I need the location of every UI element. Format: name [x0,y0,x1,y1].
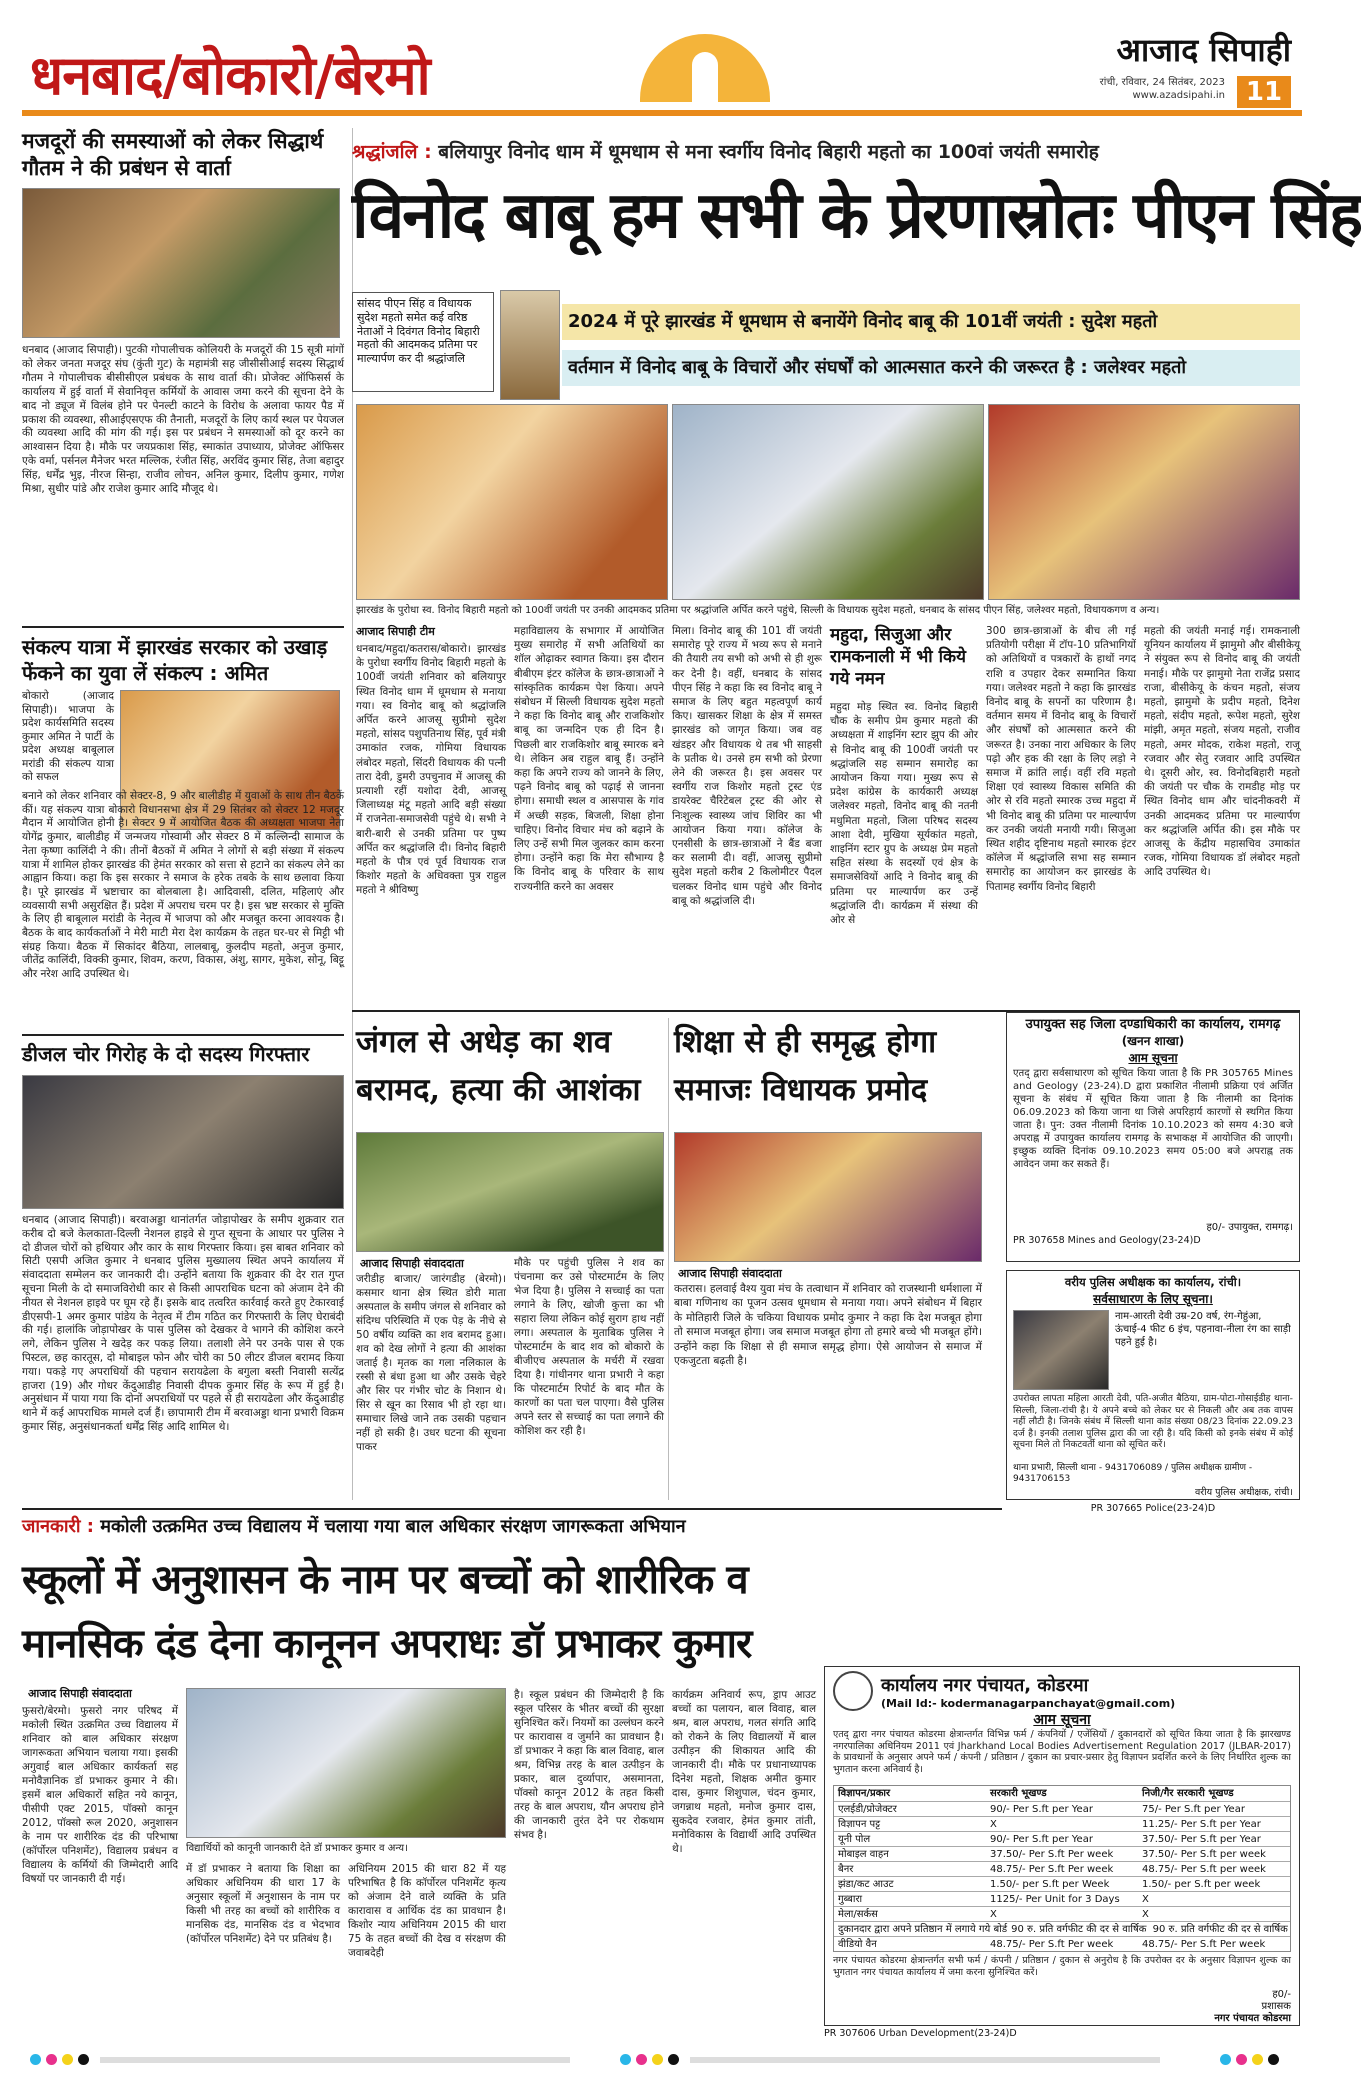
fee-col-govt: सरकारी भूखण्ड [990,1788,1047,1799]
notice-koderma-title: कार्यालय नगर पंचायत, कोडरमा [881,1674,1089,1696]
statue-photo [500,290,560,400]
notice-police-heading: सर्वसाधारण के लिए सूचना। [1093,1292,1213,1306]
lead-col4: महुदा मोड़ स्थित स्व. विनोद बिहारी चौक के समीप प्रेम कुमार महतो की अध्यक्षता में शाइनिंग स्टार झुप की ओर से विनोद बाबू की 100वीं जयंती पर श्रद्धांजलि सह सम्मान समारोह का आयोजन किया गया। मुख्य रूप से प्रदेश कांग्रेस के कार्यकारी अध्यक्ष जलेश्वर महतो, विनोद बाबू की नतनी मधुमिता महतो, जिला परिषद सदस्य आशा देवी, मुखिया सूर्यकांत महतो, शाइनिंग स्टार ग्रुप के अध्यक्ष प्रेम महतो सहित संस्था के सदस्यों एवं क्षेत्र के समाजसेवियों आदि ने विनोद बाबू की प्रतिमा पर माल्यार्पण कर उन्हें श्रद्धांजलि दी। कार्यक्रम में संस्था की ओर से [830,701,978,927]
story2-body: बनाने को लेकर शनिवार को सेक्टर-8, 9 और बालीडीह में युवाओं के साथ तीन बैठकें कीं। यह संकल्प यात्रा बोकारो विधानसभा क्षेत्र में 29 सितंबर को सेक्टर 12 मजदूर मैदान में आयोजित होनी है। सेक्टर 9 में आयोजित बैठक की अध्यक्षता भाजपा नेता योगेंद्र कुमार, बालीडीह में जन्मजय गोस्वामी और सेक्टर 8 में कल्लिन्दी सामाज के नेता कृष्णा कालिंदी ने की। तीनों बैठकों में अमित ने लोगों से बड़ी संख्या में संकल्प यात्रा में शामिल होकर झारखंड की हेमंत सरकार को सत्ता से हटाने का संकल्प लेने का आह्वान किया। कहा कि इस सरकार ने समाज के हरेक तबके के साथ छलावा किया है। पूरे झारखंड में भ्रष्टाचार का बोलबाला है। आदिवासी, दलित, महिलाएं और व्यवसायी सभी असुरक्षित हैं। प्रदेश में अपराध चरम पर है। इस भ्रष्ट सरकार से मुक्ति के लिए ही बाबूलाल मरांडी के नेतृत्व में भाजपा को और मजबूत करना आवश्यक है। बैठक के बाद कार्यकर्ताओं ने मेरी माटी मेरा देश कार्यक्रम के तहत घर-घर से मिट्टी भी संग्रह किया। बैठक में सिकांदर बैठिया, लालबाबू, कुलदीप महतो, अनुज कुमार, जीतेंद्र कालिंदी, विक्की कुमार, शिवम, करण, विकास, अंशु, सागर, मुकेश, सोनू, बिट्टू और नरेश आदि उपस्थित थे। [22,790,344,981]
story-b-photo [674,1132,982,1262]
fee-table [833,1785,1291,1952]
fee-col-private: निजी/गैर सरकारी भूखण्ड [1142,1788,1234,1799]
story-a-col1: जरीडीह बाजार/ जारंगडीह (बेरमो)। कसमार थाना क्षेत्र स्थित डोरी माता अस्पताल के समीप जंगल से शनिवार को संदिग्ध परिस्थिति में एक पेड़ के नीचे से 50 वर्षीय व्यक्ति का शव बरामद हुआ। शव को देख लोगों ने हत्या की आशंका जताई है। मृतक का गला नलिकाल के रस्सी से बंधा हुआ था और उसके चेहरे और सिर पर गंभीर चोट के निशान थे। सिर से खून का रिसाव भी हो रहा था। समाचार लिखे जाने तक उसकी पहचान नहीं हो सकी है। उधर घटना की सूचना पाकर [356,1273,506,1453]
notice-koderma-mail: (Mail Id:- kodermanagarpanchayat@gmail.com) [881,1696,1176,1710]
column-rule [668,1018,669,1500]
notice-mines-sign: ह0/- उपायुक्त, रामगढ़। [1206,1222,1293,1233]
story3-body: धनबाद (आजाद सिपाही)। बरवाअड्डा थानांतर्गत जोड़ापोखर के समीप शुक्रवार रात करीब दो बजे केलकाता-दिल्ली नेशनल हाइवे से गुप्त सूचना के आधार पर पुलिस ने दो डीजल चोरों को हथियार और कार के साथ गिरफ्तार किया। इस बाबत शनिवार को सिटी एसपी अजित कुमार ने धनबाद पुलिस मुख्यालय स्थित अपने कार्यालय में संवाददाता सम्मेलन कर जानकारी दी। उन्होंने बताया कि शुक्रवार की देर रात गुप्त सूचना मिली के दो समाजविरोधी कार से किसी आपराधिक घटना को अंजाम देने की नीयत से नेशनल हाइवे पर घूम रहे हैं। इसके बाद तत्वरित कार्रवाई करते हुए टेकारवाई डीएसपी-1 अमर कुमार पांडेय के नेतृत्व में टीम गठित कर गिरफ्तारी के लिए घेराबंदी की गई। हालांकि जोड़ापोखर के पास पुलिस को देखकर वे भागने की कोशिश करने लगे, लेकिन पुलिस ने खदेड़ कर पकड़ लिया। तलाशी लेने पर उनके पास से एक पिस्टल, छह कारतूस, दो मोबाइल फोन और चोरी का 50 लीटर डीजल बरामद किया गया। पकड़े गए अपराधियों की पहचान सरायढेला के बगुला बस्ती निवासी सत्येंद्र हाजरा (19) और गोधर केंदुआडीह निवासी दीपक कुमार सिंह के रूप में हुई है। अनुसंधान में पाया गया कि दोनों अपराधियों पर पहले से ही सरायढेला और केंदुआडीह थाने में कई आपराधिक मामले दर्ज हैं। छापामारी टीम में बरवाअड्डा थाना प्रभारी विक्रम कुमार सिंह, अनुसंधानकर्ता धर्मेंद्र सिंह आदि शामिल थे। [22,1214,344,1433]
footer-bar [690,2057,1160,2063]
notice-koderma-sign [833,1989,1291,2025]
lead-byline: आजाद सिपाही टीम [356,625,435,638]
notice-koderma-body: एतद् द्वारा नगर पंचायत कोडरमा क्षेत्रान्तर्गत विभिन्न फर्म / कंपनियों / एजेंसियों / दुकानदारों को सूचित किया जाता है कि झारखण्ड नगरपालिका अधिनियम 2011 एवं Jharkhand Local Bodies Advertisement Regulation 2017 (JLBAR-2017) के प्रावधानों के अनुसार अपने फर्म / कंपनी / प्रतिष्ठान / दुकान का प्रचार-प्रसार हेतु विज्ञापन प्रदर्शित करने के लिए निर्धारित शुल्क का भुगतान करना अनिवार्य है। [833,1729,1291,1776]
bottom-col3: अधिनियम 2015 की धारा 82 में यह परिभाषित है कि कॉर्पोरल पनिशमेंट कृत्य को अंजाम देने वाले व्यक्ति के प्रति कारावास व आर्थिक दंड का प्रावधान है। किशोर न्याय अधिनियम 2015 की धारा 75 के तहत बच्चों की देख व संरक्षण की जवाबदेही [348,1863,506,1959]
notice-mines-title: उपायुक्त सह जिला दण्डाधिकारी का कार्यालय, रामगढ़ [1025,1017,1281,1032]
lead-photo-note: सांसद पीएन सिंह व विधायक सुदेश महतो समेत कई वरिष्ठ नेताओं ने दिवंगत विनोद बिहारी महतो की आदमकद प्रतिमा पर माल्यार्पण कर दी श्रद्धांजलि [352,292,494,392]
lead-col3: मिला। विनोद बाबू की 101 वीं जयंती समारोह पूरे राज्य में भव्य रूप से मनाने की तैयारी तय सभी को अभी से ही शुरू कर देनी है। वहीं, धनबाद के सांसद पीएन सिंह ने कहा कि स्व विनोद बाबू ने समाज के लिए बहुत महत्वपूर्ण कार्य किए। खासकर शिक्षा के क्षेत्र में समस्त झारखंड को जागृत किया। जब वह खंडहर और विधायक थे तब भी साहसी के प्रतीक थे। उनसे हम सभी को प्रेरणा लेने की जरूरत है। इस अवसर पर स्वर्गीय राज किशोर महतो ट्रस्ट एंड डायरेक्ट चैरिटेबल ट्रस्ट की ओर से निःशुल्क स्वास्थ्य जांच शिविर का भी आयोजन किया गया। कॉलेज के एनसीसी के छात्र-छात्राओं ने बैंड बजा कर सलामी दी। वहीं, आजसू सुप्रीमो सुदेश महतो करीब 2 किलोमीटर पैदल चलकर विनोद धाम पहुंचे और विनोद बाबू को श्रद्धांजलि दी। [672,625,822,907]
bottom-col4: है। स्कूल प्रबंधन की जिम्मेदारी है कि स्कूल परिसर के भीतर बच्चों की सुरक्षा सुनिश्चित करें। नियमों का उल्लंघन करने पर कारावास व जुर्माने का प्रावधान है। डॉ प्रभाकर ने कहा कि बाल विवाह, बाल श्रम, विभिन्न तरह के बाल उत्पीड़न के प्रकार, बाल दुर्व्यापार, असमानता, पॉक्सो कानून 2012 के तहत किसी तरह के बाल अपराध, यौन अपराध होने की जानकारी तुरंत देने पर रोकथाम संभव है। [514,1689,664,1841]
lead-col5: 300 छात्र-छात्राओं के बीच ली गई प्रतियोगी परीक्षा में टॉप-10 प्रतिभागियों को अतिथियों व पत्रकारों के हाथों नगद राशि व उपहार देकर सम्मानित किया गया। जलेश्वर महतो ने कहा कि झारखंड विनोद बाबू के सपनों का परिणाम है। वर्तमान समय में विनोद बाबू के विचारों और संघर्षों को आत्मसात करने की जरूरत है। उनका नारा अधिकार के लिए पढ़ो और हक की रक्षा के लिए लड़ो ने समाज में क्रांति लाई। वहीं रवि महतो शिक्षा एवं स्वास्थ्य विकास समिति की ओर से रवि महतो स्मारक उच्च महुदा में भी विनोद बाबू की प्रतिमा पर माल्यार्पण कर उनकी जयंती मनायी गयी। सिजुआ स्थित शहीद दृष्टिनाथ महतो स्मारक इंटर कॉलेज में श्रद्धांजलि सभा सह सम्मान समारोह का आयोजन कर झारखंड के पितामह स्वर्गीय विनोद बिहारी [986,625,1136,893]
lead-col6: महतो की जयंती मनाई गई। रामकनाली यूनियन कार्यालय में झामुमो और बीसीकेयू ने संयुक्त रूप से विनोद बाबू की जयंती मनाई। मौके पर झामुमो नेता राजेंद्र प्रसाद राजा, बीसीकेयू के कंचन महतो, संजय महतो, झामुमो के प्रदीप महतो, दिनेश महतो, संदीप महतो, रूपेश महतो, सुरेश मांझी, अमृत महतो, संजय महतो, राजीव महतो, अमर मोदक, राकेश महतो, राजू रजवार और सेतु रजवार आदि उपस्थित थे। दूसरी ओर, स्व. विनोदबिहारी महतो की जयंती पर चौक के रामडीह मोड़ पर स्थित विनोद धाम और चांदनीकवरी में उनकी आदमकद प्रतिमा पर माल्यार्पण कर श्रद्धांजलि अर्पित की। इस मौके पर आजसू के केंद्रीय महासचिव उमाकांत रजक, गोमिया विधायक डॉ लंबोदर महतो आदि उपस्थित थे। [1144,625,1300,879]
bottom-kicker: जानकारी : [22,1516,94,1537]
fee-table-header [834,1786,1290,1801]
table-row: एलईडी/प्रोजेक्टर 90/- Per S.ft per Year 75/- Per S.ft per Year [834,1801,1290,1816]
table-row: बैनर 48.75/- Per S.ft Per week 48.75/- Per S.ft per week [834,1861,1290,1876]
story-a-headline: जंगल से अधेड़ का शव बरामद, हत्या की आशंका [356,1024,641,1108]
notice-police-sign: वरीय पुलिस अधीक्षक, रांची। [1194,1487,1293,1498]
bottom-kicker-text: मकोली उत्क्रमित उच्च विद्यालय में चलाया गया बाल अधिकार संरक्षण जागरूकता अभियान [100,1516,686,1537]
bottom-col5: कार्यक्रम अनिवार्य रूप, ड्राप आउट बच्चों का पलायन, बाल विवाह, बाल श्रम, बाल अपराध, गलत संगति आदि को रोकने के लिए विद्यालयों में बाल उत्पीड़न की शिकायत आदि की जानकारी दी। मौके पर प्रधानाध्यापक दिनेश महतो, शिक्षक अमीत कुमार दास, कुमार शिशुपाल, चंदन कुमार, जगन्नाथ महतो, मनोज कुमार दास, सुकदेव रजवार, हेमंत कुमार तांती, मनोविकास के विद्यार्थी आदि उपस्थित थे। [672,1689,816,1855]
lead-kicker-line [352,138,1300,166]
lead-sub1: 2024 में पूरे झारखंड में धूमधाम से बनायेंगे विनोद बाबू की 101वीं जयंती : सुदेश महतो [562,304,1300,340]
notice-police-body: उपरोक्त लापता महिला आरती देवी, पति-अजीत बैठिया, ग्राम-पोटा-गोसाईडीह थाना-सिल्ली, जिला-रांची है। ये अपने बच्चे को लेकर घर से निकली और अब तक वापस नहीं लौटी है। जिनके संबंध में सिल्ली थाना कांड संख्या 08/23 दिनांक 22.09.23 दर्ज है। इनकी तलाश पुलिस द्वारा की जा रही है। यदि किसी को इनके संबंध में कोई सूचना मिले तो निकटवर्ती थाना को सूचित करें। [1013,1393,1293,1451]
masthead-rule [22,110,1302,116]
lead-kicker-text: बलियापुर विनोद धाम में धूमधाम से मना स्वर्गीय विनोद बिहारी महतो का 100वां जयंती समारोह [438,141,1099,163]
bottom-photo [186,1688,506,1838]
notice-mines-heading: आम सूचना [1128,1051,1178,1065]
story3-headline: डीजल चोर गिरोह के दो सदस्य गिरफ्तार [22,1042,310,1066]
notice-mines-body: एतद् द्वारा सर्वसाधारण को सूचित किया जाता है कि PR 305765 Mines and Geology (23-24).D द्वारा प्रकाशित नीलामी प्रक्रिया एवं अर्जित सूचना के संबंध में सूचित किया जाता है कि नीलामी का दिनांक 06.09.2023 को किया जाना था जिसे अपरिहार्य कारणों से स्थगित किया जाता है। पुन: उक्त नीलामी दिनांक 10.10.2023 को समय 4:30 बजे अपराह्न में उपायुक्त कार्यालय रामगढ़ के सभाकक्ष में आयोजित की जाएगी। इच्छुक व्यक्ति दिनांक 09.10.2023 समय 05:00 बजे अपराह्न तक आवेदन जमा कर सकते हैं। [1013,1068,1293,1170]
divider [22,1508,1002,1510]
table-row: गुब्बारा 1125/- Per Unit for 3 Days X [834,1891,1290,1906]
notice-police-pr: PR 307665 Police(23-24)D [1090,1503,1216,1514]
bottom-photo-caption: विद्यार्थियों को कानूनी जानकारी देते डॉ प्रभाकर कुमार व अन्य। [186,1843,408,1854]
footer-bar [100,2057,570,2063]
sign-line-3: नगर पंचायत कोडरमा [1214,2013,1291,2024]
story-b-headline: शिक्षा से ही समृद्ध होगा समाजः विधायक प्रमोद [674,1024,937,1108]
bottom-kicker-line [22,1514,1002,1540]
story-b-byline: आजाद सिपाही संवाददाता [678,1267,782,1280]
lead-photo-1 [356,404,668,600]
notice-koderma [824,1666,1300,2026]
missing-person-photo [1013,1310,1109,1390]
lead-sub2: वर्तमान में विनोद बाबू के विचारों और संघर्षों को आत्मसात करने की जरूरत है : जलेश्वर महतो [562,350,1300,386]
lead-headline: विनोद बाबू हम सभी के प्रेरणास्रोतः पीएन सिंह [352,178,1361,253]
divider [22,626,344,628]
fee-col-type: विज्ञापन/प्रकार [838,1788,891,1799]
bottom-byline: आजाद सिपाही संवाददाता [28,1687,132,1700]
story1-headline: मजदूरों की समस्याओं को लेकर सिद्धार्थ गौतम ने की प्रबंधन से वार्ता [22,129,324,180]
color-registration-marks [1220,2054,1279,2065]
story2-headline: संकल्प यात्रा में झारखंड सरकार को उखाड़ फेंकने का युवा लें संकल्प : अमित [22,635,328,685]
notice-mines [1006,1012,1300,1262]
emblem-icon [833,1671,873,1711]
notice-mines-pr: PR 307658 Mines and Geology(23-24)D [1013,1235,1201,1246]
sign-line-2: प्रशासक [1261,2001,1291,2012]
pen-nib-logo [640,34,770,102]
story-b-col1: कतरास। हलवाई वैश्य युवा मंच के तत्वाधान में शनिवार को राजस्थानी धर्मशाला में बाबा गणिनाथ का पूजन उत्सव धूमधाम से मनाया गया। अपने संबोधन में बिहार के मोतिहारी जिले के चकिया विधायक प्रमोद कुमार ने कहा कि देश मजबूत होगा तो समाज मजबूत होगा। जब समाज मजबूत होगा तो हमारे बच्चे भी मजबूत होंगे। उन्होंने कहा कि शिक्षा से ही समाज समृद्ध होगा। ऐसे आयोजन से समाज में एकजुटता बढ़ती है। [674,1283,982,1368]
page-number: 11 [1237,76,1291,108]
bottom-col1: फुसरो/बेरमो। फुसरो नगर परिषद में मकोली स्थित उत्क्रमित उच्च विद्यालय में शनिवार को बाल अधिकार संरक्षण जागरूकता अभियान चलाया गया। इसकी अगुवाई बाल अधिकार कार्यकर्ता सह मनोवैज्ञानिक डॉ प्रभाकर कुमार ने की। इसमें बाल अधिकारों सहित नये कानून, पीसीपी एक्ट 2015, पॉक्सो कानून 2012, पॉक्सो रूल 2020, अनुशासन के नाम पर शारीरिक दंड की परिभाषा (कॉर्पोरल पनिशमेंट), विद्यालय प्रबंधन व विद्यालय के कर्मियों की जिम्मेदारी आदि विषयों पर जानकारी दी गई। [22,1705,178,1885]
table-row: झंडा/कट आउट 1.50/- per S.ft per Week 1.50/- per S.ft per week [834,1876,1290,1891]
color-registration-marks [30,2054,89,2065]
notice-police [1006,1270,1300,1500]
story2-intro: बोकारो (आजाद सिपाही)। भाजपा के प्रदेश कार्यसमिति सदस्य कुमार अमित ने पार्टी के प्रदेश अध्यक्ष बाबूलाल मरांडी की संकल्प यात्रा को सफल [22,690,114,783]
lead-col2: महाविद्यालय के सभागार में आयोजित मुख्य समारोह में सभी अतिथियों का शॉल ओढ़ाकर स्वागत किया। इस दौरान बीबीएम इंटर कॉलेज के छात्र-छात्राओं ने सांस्कृतिक कार्यक्रम पेश किया। अपने संबोधन में सिल्ली विधायक सुदेश महतो ने कहा कि विनोद बाबू और राजकिशोर बाबू का जन्मदिन एक ही दिन है। पिछली बार राजकिशोर बाबू स्मारक बने थे। लेकिन अब राहुल बाबू हैं। उन्होंने कहा कि अपने राज्य को जानने के लिए, पढ़ने विनोद बाबू को पढ़ाई से जानना होगा। समाधी स्थल व आसपास के गांव में अच्छी सड़क, बिजली, शिक्षा होना चाहिए। विनोद विचार मंच को बढ़ाने के लिए उन्हें सभी मिल जुलकर काम करना होगा। उन्होंने कहा कि मेरा सौभाग्य है कि विनोद बाबू के परिवार के साथ राज्यनीति करने का अवसर [514,625,664,893]
notice-koderma-heading: आम सूचना [1033,1712,1091,1728]
story-a-col2: मौके पर पहुंची पुलिस ने शव का पंचनामा कर उसे पोस्टमार्टम के लिए भेज दिया है। पुलिस ने सच्चाई का पता लगाने के लिए, खोजी कुत्ता का भी सहारा लिया लेकिन कोई सुराग हाथ नहीं लगा। अस्पताल के मुताबिक पुलिस ने पोस्टमार्टम के बाद शव को बोकारो के बीजीएच अस्पताल के मर्चरी में रखवा दिया है। गांधीनगर थाना प्रभारी ने कहा कि पोस्टमार्टम रिपोर्ट के बाद मौत के कारणों का पता चल पाएगा। वैसे पुलिस अपने स्तर से सच्चाई का पता लगाने की कोशिश कर रही है। [514,1257,664,1437]
notice-police-title: वरीय पुलिस अधीक्षक का कार्यालय, रांची। [1064,1275,1242,1289]
table-row: मोबाइल वाहन 37.50/- Per S.ft Per week 37.50/- Per S.ft per week [834,1846,1290,1861]
table-row: वीडियो वैन 48.75/- Per S.ft Per week 48.75/- Per S.ft Per week [834,1936,1290,1951]
table-row: दुकानदार द्वारा अपने प्रतिष्ठान में लगाये गये बोर्ड 90 रु. प्रति वर्गफीट की दर से वार्षिक 90 रु. प्रति वर्गफीट की दर से वार्षिक [834,1921,1290,1936]
lead-col1: धनबाद/महुदा/कतरास/बोकारो। झारखंड के पुरोधा स्वर्गीय विनोद बिहारी महतो के 100वीं जयंती शनिवार को बलियापुर स्थित विनोद धाम में धूमधाम से मनाया गया। स्व विनोद बाबू को श्रद्धांजलि अर्पित करने आजसू सुप्रीमो सुदेश महतो, सांसद पशुपतिनाथ सिंह, पूर्व मंत्री उमाकांत रजक, गोमिया विधायक लंबोदर महतो, सिंदरी विधायक की पत्नी तारा देवी, डुमरी उपचुनाव में आजसू की प्रत्याशी रहीं यशोदा देवी, आजसू जिलाध्यक्ष मंटू महतो आदि बड़ी संख्या में राजनेता-समाजसेवी पहुंचे थे। सभी ने बारी-बारी से उनकी प्रतिमा पर पुष्प अर्पित कर श्रद्धांजलि दी। विनोद बिहारी महतो के पौत्र एवं पूर्व विधायक राज किशोर महतो के अधिवक्ता पुत्र राहुल महतो ने श्रीविष्णु [356,643,506,897]
color-registration-marks [620,2054,679,2065]
lead-photo-3 [988,404,1300,600]
notice-koderma-footer: नगर पंचायत कोडरमा क्षेत्रान्तर्गत सभी फर्म / कंपनी / प्रतिष्ठान / दुकान से अनुरोध है कि उपरोक्त दर के अनुसार विज्ञापन शुल्क का भुगतान नगर पंचायत कार्यालय में जमा करना सुनिश्चित करें। [833,1955,1291,1978]
lead-photo-caption: झारखंड के पुरोधा स्व. विनोद बिहारी महतो को 100वीं जयंती पर उनकी आदमकद प्रतिमा पर श्रद्धांजलि अर्पित करने पहुंचे, सिल्ली के विधायक सुदेश महतो, धनबाद के सांसद पीएन सिंह, जलेश्वर महतो, विधायकगण व अन्य। [356,605,1160,616]
lead-kicker: श्रद्धांजलि : [352,141,432,163]
lead-photo-2 [672,404,984,600]
newspaper-name: आजाद सिपाही [1116,31,1291,69]
table-row: यूनी पोल 90/- Per S.ft per Year 37.50/- Per S.ft per Year [834,1831,1290,1846]
notice-koderma-pr: PR 307606 Urban Development(23-24)D [824,2028,1017,2039]
notice-police-details: नाम-आरती देवी उम्र-20 वर्ष, रंग-गेहुंआ, ऊंचाई-4 फीट 6 इंच, पहनावा-नीला रंग का साड़ी पहने हुई है। [1115,1311,1291,1348]
story-a-byline: आजाद सिपाही संवाददाता [360,1257,464,1270]
website: www.azadsipahi.in [1132,90,1225,101]
bottom-headline: स्कूलों में अनुशासन के नाम पर बच्चों को शारीरिक व मानसिक दंड देना कानूनन अपराधः डॉ प्रभाकर कुमार [22,1556,752,1667]
table-row: विज्ञापन पट्ट X 11.25/- Per S.ft per Year [834,1816,1290,1831]
story1-body: धनबाद (आजाद सिपाही)। पुटकी गोपालीचक कोलियरी के मजदूरों की 15 सूत्री मांगों को लेकर जनता मजदूर संघ (कुंती गुट) के महामंत्री सह जीसीसीआई सदस्य सिद्धार्थ गौतम ने गोपालीचक बीसीसीएल प्रबंधक के साथ वार्ता की। प्रोजेक्ट ऑफिसर्स के कार्यालय में हुई वार्ता में सेवानिवृत्त कर्मियों के आवास जमा करने की सूचना देने के बाद नो ड्यूज में विलंब होने पर पेनल्टी काटने के विरोध के अलावा फायर पैड में प्रकाश की व्यवस्था, सीआईएसएफ की तैनाती, मजदूरों के लिए कार्य स्थल पर पेयजल की व्यवस्था आदि की मांग की गई। इस पर प्रबंधन ने समस्याओं को दूर करने का आश्वासन दिया है। मौके पर जयप्रकाश सिंह, स्माकांत उपाध्याय, प्रोजेक्ट ऑफिसर एके वर्मा, पर्सनल मैनेजर भरत मल्लिक, रंजीत सिंह, अरविंद कुमार सिंह, तेजा बहादुर सिंह, धर्मेंद्र भुइ, नीरज सिन्हा, राजीव लोचन, अनिल कुमार, दिलीप कुमार, गणेश मिश्रा, सुधीर पांडे और राजेश कुमार आदि मौजूद थे। [22,344,344,496]
story3-photo [22,1075,344,1209]
story1-photo [22,188,340,338]
dateline: रांची, रविवार, 24 सितंबर, 2023 [1099,77,1225,88]
section-title: धनबाद/बोकारो/बेरमो [30,43,430,107]
bottom-col2: में डॉ प्रभाकर ने बताया कि शिक्षा का अधिकार अधिनियम की धारा 17 के अनुसार स्कूलों में अनुशासन के नाम पर किसी भी तरह का बच्चों को शारीरिक व मानसिक दंड, मानसिक दंड व भेदभाव (कॉर्पोरल पनिशमेंट) देने पर प्रतिबंध है। [186,1863,340,1945]
divider [22,1034,344,1036]
story-a-photo [356,1132,664,1252]
table-row: मेला/सर्कस X X [834,1906,1290,1921]
lead-box-head: महुदा, सिजुआ और रामकनाली में भी किये गये नमन [830,625,966,689]
notice-police-contacts: थाना प्रभारी, सिल्ली थाना - 9431706089 / पुलिस अधीक्षक ग्रामीण - 9431706153 [1013,1463,1253,1484]
sign-line-1: ह0/- [1272,1989,1291,2000]
notice-mines-dept: (खनन शाखा) [1121,1034,1185,1048]
